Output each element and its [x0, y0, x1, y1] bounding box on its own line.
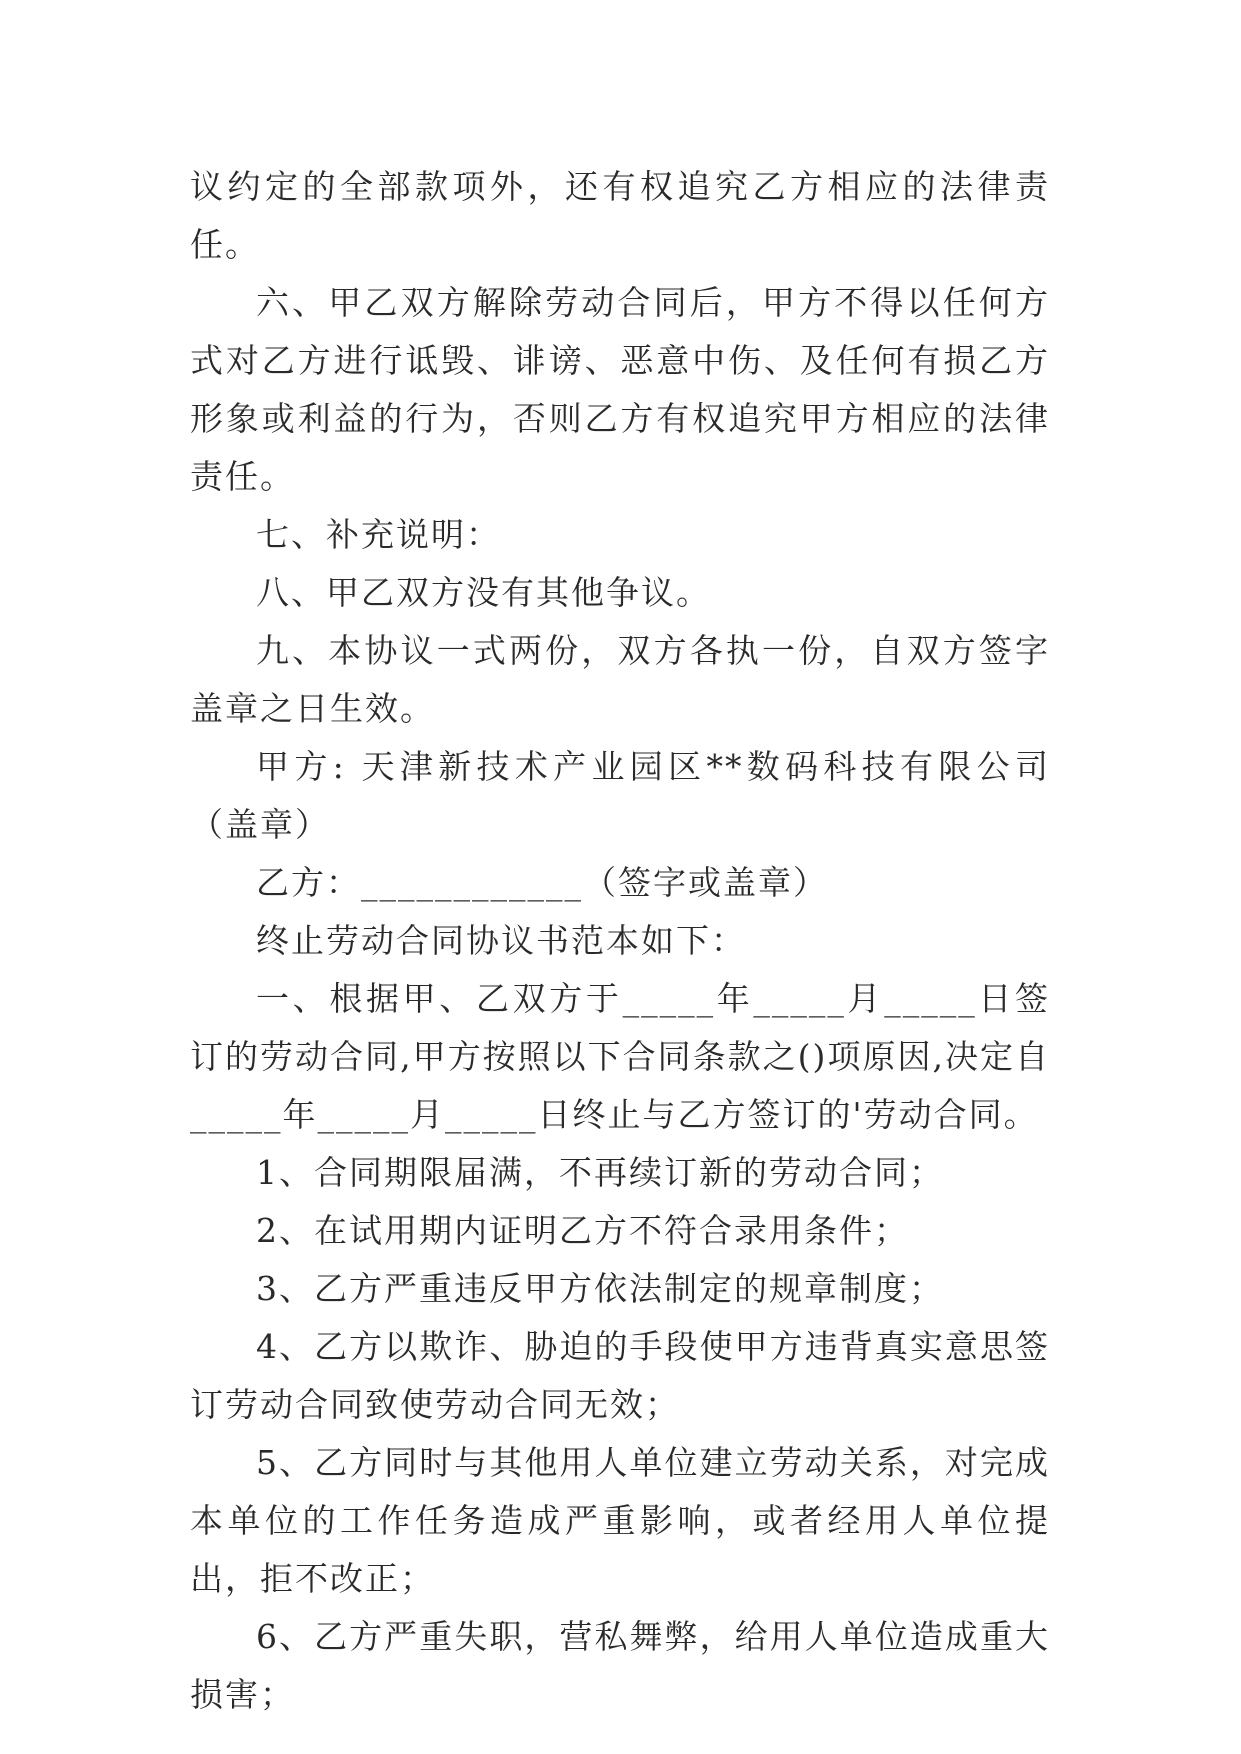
list-item-1: 1、合同期限届满，不再续订新的劳动合同；	[256, 1153, 944, 1192]
paragraph-template-1: 一、根据甲、乙双方于_____年_____月_____日签订的劳动合同,甲方按照以下合同条款之()项原因,决定自_____年_____月_____日终止与乙方签订的'劳动合同。	[190, 979, 1050, 1134]
list-item-4: 4、乙方以欺诈、胁迫的手段使甲方违背真实意思签订劳动合同致使劳动合同无效；	[190, 1327, 1050, 1424]
document-body	[190, 158, 1050, 1724]
paragraph-clause-6: 六、甲乙双方解除劳动合同后，甲方不得以任何方式对乙方进行诋毁、诽谤、恶意中伤、及任何有损乙方形象或利益的行为，否则乙方有权追究甲方相应的法律责任。	[190, 283, 1050, 496]
list-item-5: 5、乙方同时与其他用人单位建立劳动关系，对完成本单位的工作任务造成严重影响，或者经用人单位提出，拒不改正；	[190, 1443, 1050, 1598]
paragraph-clause-9: 九、本协议一式两份，双方各执一份，自双方签字盖章之日生效。	[190, 631, 1050, 728]
paragraph-continuation: 议约定的全部款项外，还有权追究乙方相应的法律责任。	[190, 167, 1050, 264]
list-item-3: 3、乙方严重违反甲方依法制定的规章制度；	[256, 1269, 944, 1308]
template-heading: 终止劳动合同协议书范本如下：	[256, 921, 746, 960]
party-b-line: 乙方：____________（签字或盖章）	[256, 863, 828, 902]
list-item-6: 6、乙方严重失职，营私舞弊，给用人单位造成重大损害；	[190, 1617, 1050, 1714]
paragraph-clause-8: 八、甲乙双方没有其他争议。	[256, 573, 711, 612]
paragraph-clause-7: 七、补充说明：	[256, 515, 501, 554]
list-item-2: 2、在试用期内证明乙方不符合录用条件；	[256, 1211, 909, 1250]
party-a-line: 甲方: 天津新技术产业园区**数码科技有限公司（盖章）	[190, 747, 1050, 844]
